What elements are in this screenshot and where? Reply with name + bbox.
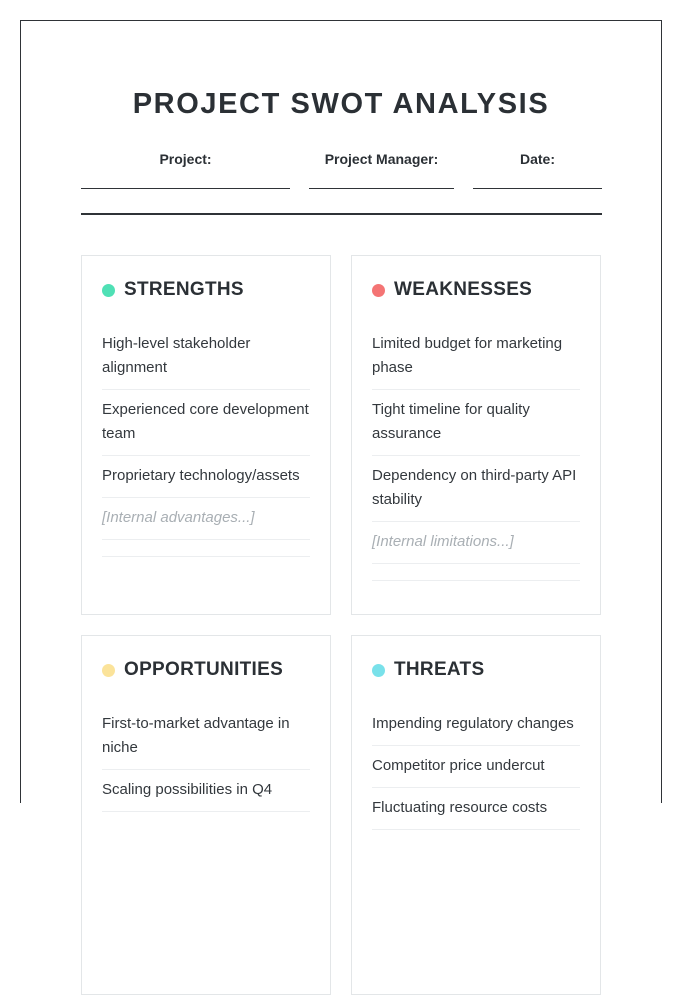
list-item-blank[interactable] <box>102 546 310 557</box>
list-item: Impending regulatory changes <box>372 710 580 746</box>
threats-header <box>372 659 484 681</box>
date-field <box>473 151 602 167</box>
date-input-line[interactable] <box>473 188 602 189</box>
list-item: Fluctuating resource costs <box>372 794 580 830</box>
project-input-line[interactable] <box>81 188 290 189</box>
list-item: Limited budget for marketing phase <box>372 330 580 390</box>
list-item: Competitor price undercut <box>372 752 580 788</box>
header-divider <box>81 213 602 215</box>
list-item: Dependency on third-party API stability <box>372 462 580 522</box>
threats-card <box>351 635 601 995</box>
strengths-header <box>102 279 244 301</box>
project-label: Project: <box>159 151 212 167</box>
threats-title: THREATS <box>394 659 485 680</box>
threats-list <box>372 710 580 836</box>
document-title: PROJECT SWOT ANALYSIS <box>132 88 550 120</box>
list-item: First-to-market advantage in niche <box>102 710 310 770</box>
strengths-placeholder[interactable]: [Internal advantages...] <box>102 504 310 540</box>
opportunities-dot-icon <box>102 664 115 677</box>
date-label: Date: <box>519 151 555 167</box>
opportunities-header <box>102 659 283 681</box>
list-item: Tight timeline for quality assurance <box>372 396 580 456</box>
opportunities-title: OPPORTUNITIES <box>124 659 284 680</box>
list-item: Proprietary technology/assets <box>102 462 310 498</box>
project-field <box>81 151 290 167</box>
weaknesses-dot-icon <box>372 284 385 297</box>
strengths-card <box>81 255 331 615</box>
list-item-blank[interactable] <box>372 570 580 581</box>
list-item: Experienced core development team <box>102 396 310 456</box>
manager-input-line[interactable] <box>309 188 454 189</box>
strengths-title: STRENGTHS <box>124 279 244 300</box>
list-item: High-level stakeholder alignment <box>102 330 310 390</box>
weaknesses-placeholder[interactable]: [Internal limitations...] <box>372 528 580 564</box>
manager-label: Project Manager: <box>324 151 439 167</box>
weaknesses-header <box>372 279 532 301</box>
list-item: Scaling possibilities in Q4 <box>102 776 310 812</box>
strengths-dot-icon <box>102 284 115 297</box>
weaknesses-title: WEAKNESSES <box>394 279 533 300</box>
manager-field <box>309 151 454 167</box>
weaknesses-list <box>372 330 580 587</box>
opportunities-card <box>81 635 331 995</box>
threats-dot-icon <box>372 664 385 677</box>
swot-document <box>20 20 662 816</box>
opportunities-list <box>102 710 310 818</box>
strengths-list <box>102 330 310 563</box>
weaknesses-card <box>351 255 601 615</box>
